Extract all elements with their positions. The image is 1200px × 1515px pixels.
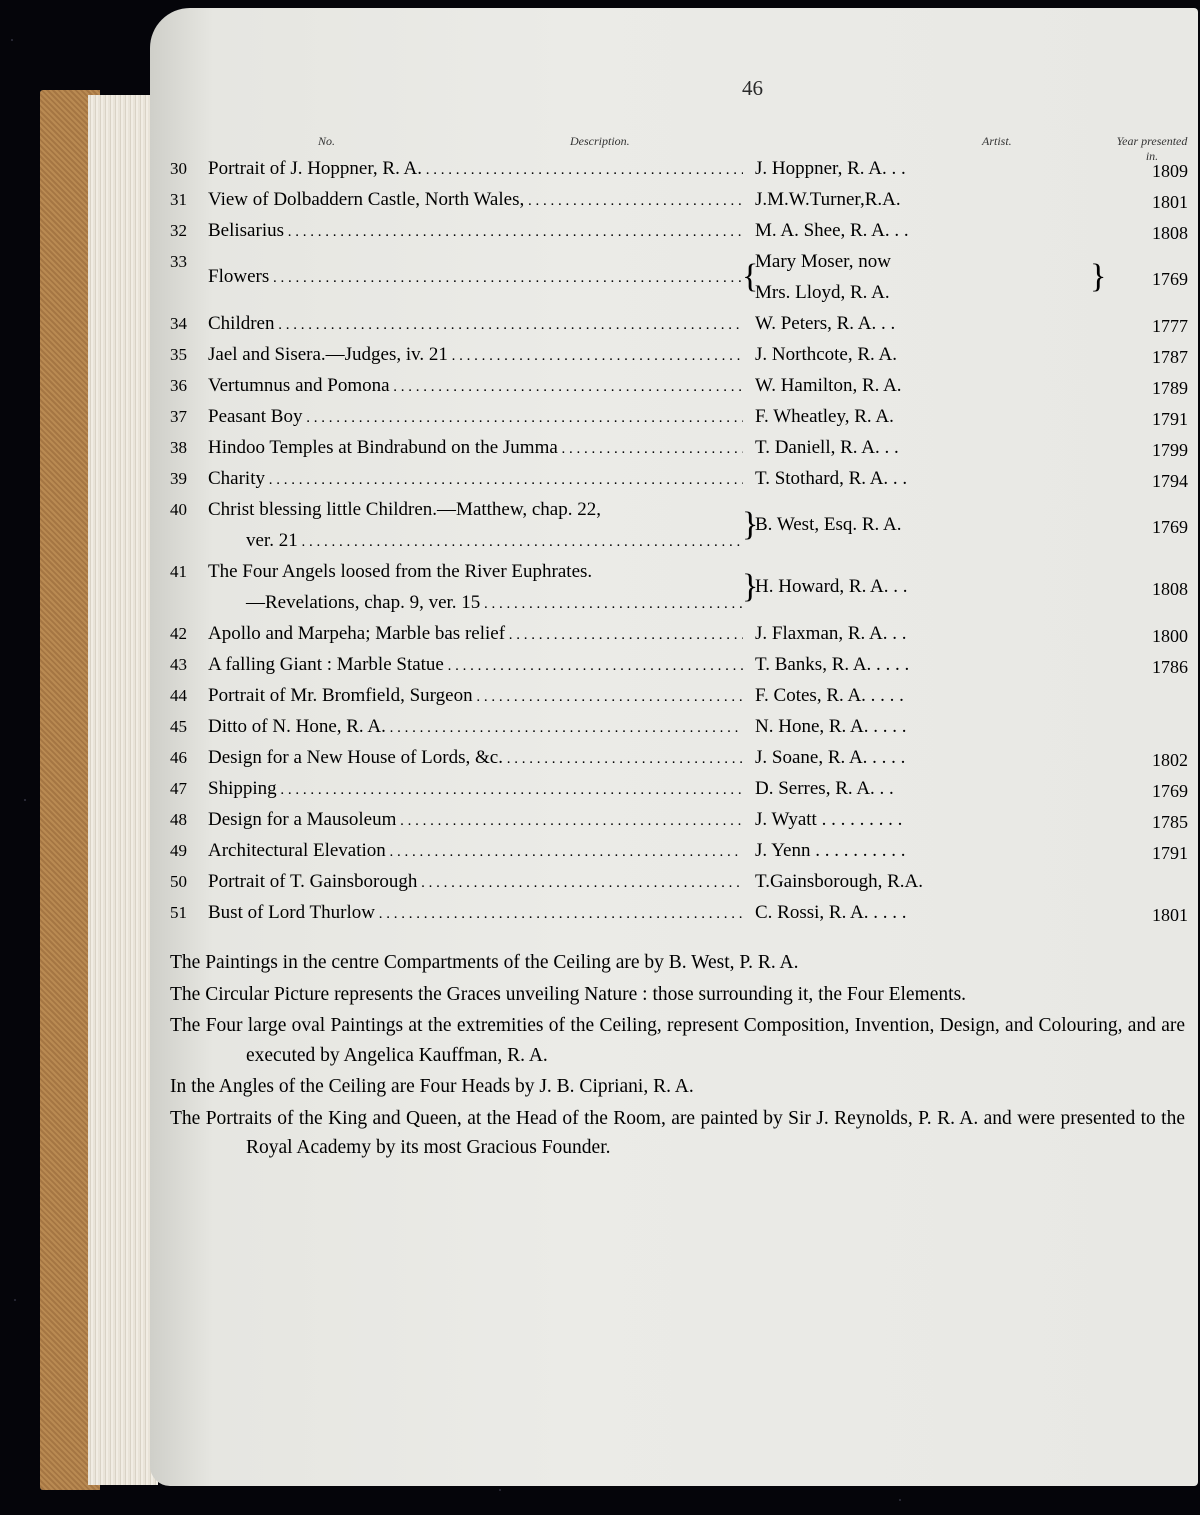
artist-line: T. Stothard, R. A. . . [755,468,908,489]
entry-year: 1794 [1152,471,1188,491]
catalogue-row [170,308,1190,339]
description-line: View of Dolbaddern Castle, North Wales, . . . [208,184,743,215]
artist-line: B. West, Esq. R. A. [755,514,902,535]
entry-artist [755,835,1105,866]
entry-description [208,866,743,897]
entry-artist [755,680,1105,711]
entry-number: 38 [170,438,187,457]
entry-description [208,432,743,463]
entry-artist [755,184,1105,215]
note-paragraph: The Four large oval Paintings at the extremities of the Ceiling, represent Composition, Invention, Design, and Colouring, and are executed by Angelica Kauffman, R. A. [170,1015,1185,1066]
entry-description [208,153,743,184]
page-edges [88,95,158,1485]
entry-number: 42 [170,624,187,643]
entry-year: 1808 [1152,223,1188,243]
entry-artist [755,339,1105,370]
catalogue-row [170,835,1190,866]
entry-year: 1769 [1152,517,1188,537]
entry-artist [755,215,1105,246]
entry-number: 50 [170,872,187,891]
artist-line: J. Hoppner, R. A. . . [755,158,906,179]
artist-line: C. Rossi, R. A. . . . . [755,902,907,923]
entry-artist [755,618,1105,649]
entry-artist [755,773,1105,804]
entry-number: 35 [170,345,187,364]
catalogue-row [170,215,1190,246]
entry-year: 1785 [1152,812,1188,832]
catalogue-row [170,649,1190,680]
description-line: Ditto of N. Hone, R. A. . . . [208,711,743,742]
description-line: ver. 21 . . . [208,525,743,556]
ceiling-notes [170,948,1185,1165]
entry-number: 34 [170,314,187,333]
description-line: Children . . . [208,308,743,339]
entry-year: 1789 [1152,378,1188,398]
entry-description [208,835,743,866]
description-line: Jael and Sisera.—Judges, iv. 21 . . . [208,339,743,370]
entry-year: 1786 [1152,657,1188,677]
entry-number: 48 [170,810,187,829]
header-no: No. [318,134,336,148]
page-number: 46 [742,76,763,100]
entry-year: 1801 [1152,905,1188,925]
artist-line: T. Banks, R. A. . . . . [755,654,910,675]
entry-artist [755,649,1105,680]
artist-line: J. Soane, R. A. . . . . [755,747,906,768]
entry-number: 32 [170,221,187,240]
description-line: Portrait of J. Hoppner, R. A. . . . [208,153,743,184]
artist-line: F. Wheatley, R. A. [755,406,894,427]
entry-description [208,261,743,292]
description-line: Peasant Boy . . . [208,401,743,432]
description-line: Christ blessing little Children.—Matthew, chap. 22, [208,499,601,520]
description-line: Bust of Lord Thurlow . . . [208,897,743,928]
entry-description [208,711,743,742]
entry-number: 37 [170,407,187,426]
entry-artist [755,246,1105,308]
catalogue-row [170,773,1190,804]
description-line: Shipping . . . [208,773,743,804]
entry-year: 1800 [1152,626,1188,646]
entry-year: 1802 [1152,750,1188,770]
entry-number: 51 [170,903,187,922]
artist-line: D. Serres, R. A. . . [755,778,894,799]
entry-description [208,339,743,370]
entry-year: 1809 [1152,161,1188,181]
catalogue-row [170,711,1190,742]
entry-artist [755,370,1105,401]
entry-year: 1801 [1152,192,1188,212]
catalogue-row [170,153,1190,184]
entry-number: 31 [170,190,187,209]
entry-description [208,618,743,649]
entry-number: 40 [170,500,187,519]
entry-number: 41 [170,562,187,581]
entry-description [208,401,743,432]
entry-artist [755,742,1105,773]
catalogue-row [170,866,1190,897]
description-line: Design for a New House of Lords, &c. . . . [208,742,743,773]
artist-line: T. Daniell, R. A. . . [755,437,899,458]
catalogue-row [170,401,1190,432]
brace-mark: } [742,506,759,543]
catalogue-row [170,680,1190,711]
brace-mark: { [742,258,759,295]
entry-description [208,649,743,680]
artist-line: J. Wyatt . . . . . . . . . [755,809,903,830]
artist-line: J. Yenn . . . . . . . . . . [755,840,906,861]
entry-description [208,556,743,618]
entry-description [208,184,743,215]
artist-line: N. Hone, R. A. . . . . [755,716,907,737]
note-paragraph: The Circular Picture represents the Graces unveiling Nature : those surrounding it, the Four Elements. [170,983,967,1005]
catalogue-row [170,184,1190,215]
catalogue-row [170,742,1190,773]
artist-line: J.M.W.Turner,R.A. [755,189,901,210]
note-paragraph: In the Angles of the Ceiling are Four Heads by J. B. Cipriani, R. A. [170,1076,694,1097]
description-line: Design for a Mausoleum . . . [208,804,743,835]
entry-description [208,680,743,711]
description-line: A falling Giant : Marble Statue . . . [208,649,743,680]
entry-artist [755,866,1105,897]
entry-number: 39 [170,469,187,488]
description-line: Architectural Elevation . . . [208,835,743,866]
catalogue-row [170,618,1190,649]
entry-artist [755,711,1105,742]
entry-artist [755,571,1105,602]
entry-number: 47 [170,779,187,798]
header-description: Description. [570,134,630,148]
brace-mark: } [742,568,759,605]
catalogue-row [170,432,1190,463]
entry-description [208,494,743,556]
artist-line: M. A. Shee, R. A. . . [755,220,909,241]
description-line: Vertumnus and Pomona . . . [208,370,743,401]
entry-description [208,804,743,835]
artist-line: J. Flaxman, R. A. . . [755,623,907,644]
artist-line: W. Hamilton, R. A. [755,375,902,396]
entry-description [208,370,743,401]
catalogue-row [170,556,1190,618]
description-line: Charity . . . [208,463,743,494]
description-line: Portrait of Mr. Bromfield, Surgeon . . . [208,680,743,711]
description-line: The Four Angels loosed from the River Euphrates. [208,561,593,582]
catalogue-row [170,339,1190,370]
description-line: Apollo and Marpeha; Marble bas relief . . . [208,618,743,649]
header-year: Year presented in. [1116,134,1188,163]
entry-year: 1769 [1152,269,1188,289]
entry-number: 46 [170,748,187,767]
entry-description [208,463,743,494]
entry-description [208,215,743,246]
entry-description [208,897,743,928]
entry-year: 1777 [1152,316,1188,336]
artist-line: Mrs. Lloyd, R. A. [755,282,890,303]
description-line: Hindoo Temples at Bindrabund on the Jumma . . . [208,432,743,463]
catalogue-row [170,370,1190,401]
artist-line: W. Peters, R. A. . . [755,313,896,334]
catalogue-row [170,804,1190,835]
entry-year: 1808 [1152,579,1188,599]
entry-artist [755,401,1105,432]
header-artist: Artist. [982,134,1012,148]
entry-artist [755,308,1105,339]
description-line: Belisarius . . . [208,215,743,246]
artist-line: J. Northcote, R. A. [755,344,897,365]
brace-mark: } [1090,258,1107,295]
catalogue-row [170,897,1190,928]
catalogue-row [170,494,1190,556]
entry-number: 49 [170,841,187,860]
note-paragraph: The Paintings in the centre Compartments of the Ceiling are by B. West, P. R. A. [170,952,799,973]
entry-artist [755,509,1105,540]
entry-number: 45 [170,717,187,736]
catalogue-row [170,463,1190,494]
entry-artist [755,897,1105,928]
catalogue-entries [170,153,1190,928]
description-line: —Revelations, chap. 9, ver. 15 . . . [208,587,743,618]
entry-description [208,773,743,804]
artist-line: T.Gainsborough, R.A. [755,871,923,892]
entry-year: 1791 [1152,409,1188,429]
entry-year: 1787 [1152,347,1188,367]
entry-number: 44 [170,686,187,705]
artist-line: F. Cotes, R. A. . . . . [755,685,904,706]
entry-number: 43 [170,655,187,674]
entry-artist [755,432,1105,463]
entry-year: 1791 [1152,843,1188,863]
entry-year: 1769 [1152,781,1188,801]
entry-artist [755,804,1105,835]
catalogue-row [170,246,1190,308]
entry-number: 33 [170,252,187,271]
entry-description [208,308,743,339]
entry-description [208,742,743,773]
note-paragraph: The Portraits of the King and Queen, at the Head of the Room, are painted by Sir J. Reynolds, P. R. A. and were presented to the Royal Academy by its most Gracious Founder. [170,1107,1185,1158]
entry-artist [755,463,1105,494]
artist-line: H. Howard, R. A. . . [755,576,908,597]
artist-line: Mary Moser, now [755,251,891,272]
entry-number: 30 [170,159,187,178]
entry-number: 36 [170,376,187,395]
entry-artist [755,153,1105,184]
entry-year: 1799 [1152,440,1188,460]
description-line: Portrait of T. Gainsborough . . . [208,866,743,897]
description-line: Flowers . . . [208,261,743,292]
